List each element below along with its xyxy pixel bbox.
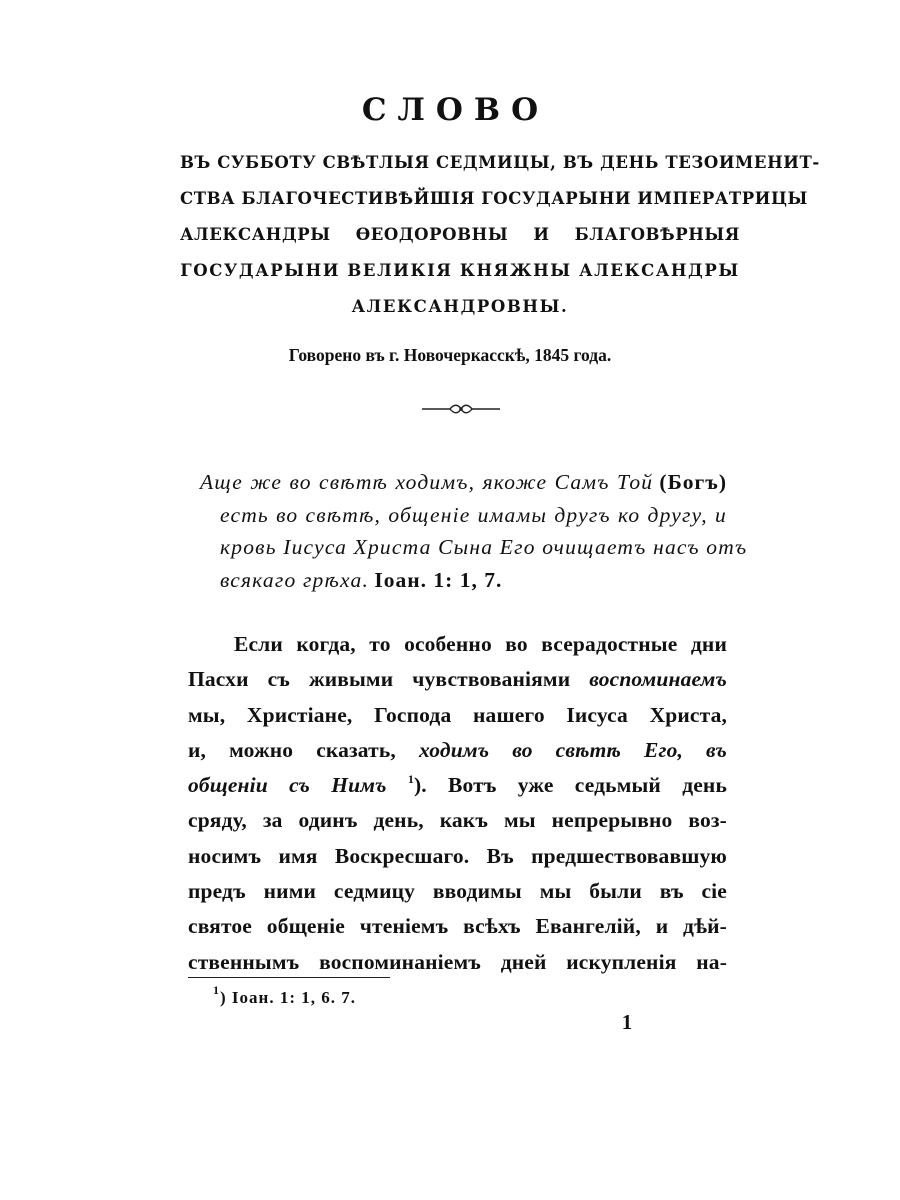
sermon-subtitle xyxy=(180,145,820,325)
ornamental-divider-icon xyxy=(420,402,502,416)
footnote-mark: 1 xyxy=(213,983,220,997)
body-line: ственнымъ воспоминаніемъ дней искупленія на- xyxy=(188,949,727,974)
footnote-reference: 1 xyxy=(407,772,414,787)
body-line: носимъ имя Воскресшаго. Въ предшествовавшую xyxy=(188,843,727,868)
body-line: предъ ними седмицу вводимы мы были въ сіе xyxy=(188,879,727,904)
body-line: Пасхи съ живыми чувствованіями воспоминаемъ xyxy=(188,667,727,692)
subtitle-line: АЛЕКСАНДРОВНЫ. xyxy=(351,297,569,316)
body-line: Если когда, то особенно во всерадостные дни xyxy=(234,632,727,656)
body-line: общеніи съ Нимъ $^1$). Вотъ уже седьмый день xyxy=(188,772,727,798)
epigraph-line: есть во свѣтѣ, общеніе имамы другъ ко другу, и xyxy=(220,502,727,527)
body-line: сряду, за одинъ день, какъ мы непрерывно воз- xyxy=(188,808,727,833)
epigraph xyxy=(200,466,748,597)
footnote-divider xyxy=(188,977,390,978)
subtitle-line: АЛЕКСАНДРЫ ѲЕОДОРОВНЫ И БЛАГОВѢРНЫЯ xyxy=(180,225,740,244)
subtitle-line: ГОСУДАРЫНИ ВЕЛИКІЯ КНЯЖНЫ АЛЕКСАНДРЫ xyxy=(180,261,740,280)
sermon-body xyxy=(188,627,727,980)
body-line: и, можно сказать, ходимъ во свѣтѣ Его, въ xyxy=(188,737,727,762)
page-number: 1 xyxy=(621,1010,633,1034)
sermon-title: СЛОВО xyxy=(361,92,550,128)
footnote: $^1$) Іоан. 1: 1, 6. 7. xyxy=(213,983,356,1007)
delivery-note: Говорено въ г. Новочеркасскѣ, 1845 года. xyxy=(288,345,612,365)
body-line: мы, Христіане, Господа нашего Іисуса Христа, xyxy=(188,702,727,727)
subtitle-line: СТВА БЛАГОЧЕСТИВѢЙШІЯ ГОСУДАРЫНИ ИМПЕРАТРИЦЫ xyxy=(180,189,808,208)
epigraph-line: кровь Іисуса Христа Сына Его очищаетъ насъ отъ xyxy=(220,535,748,560)
body-line: святое общеніе чтеніемъ всѣхъ Евангелій, и дѣй- xyxy=(188,914,727,939)
epigraph-line: Аще же во свѣтѣ ходимъ, якоже Самъ Той (Богъ) xyxy=(200,470,727,494)
subtitle-line: ВЪ СУББОТУ СВѢТЛЫЯ СЕДМИЦЫ, ВЪ ДЕНЬ ТЕЗОИМЕНИТ- xyxy=(180,153,820,172)
epigraph-line: всякаго грѣха. Іоан. 1: 1, 7. xyxy=(220,568,503,593)
